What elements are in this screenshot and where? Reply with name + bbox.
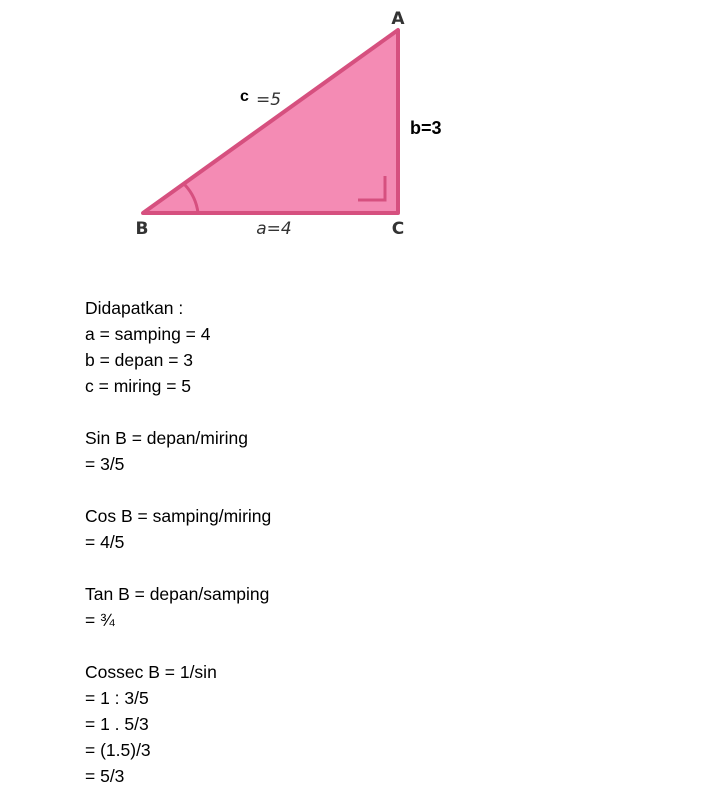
- solution-line: = (1.5)/3: [85, 740, 151, 760]
- vertex-b-label: B: [135, 219, 149, 239]
- side-c-value: =5: [256, 90, 282, 110]
- solution-line: Sin B = depan/miring: [85, 428, 248, 448]
- solution-line: Cos B = samping/miring: [85, 506, 272, 526]
- vertex-a-label: A: [391, 9, 405, 29]
- triangle-shape: [143, 30, 398, 213]
- solution-line: a = samping = 4: [85, 324, 211, 344]
- solution-line: = 3/5: [85, 454, 125, 474]
- solution-line: b = depan = 3: [85, 350, 194, 370]
- solution-text: [85, 295, 685, 789]
- side-a-label: a=4: [256, 219, 292, 239]
- solution-line: = 4/5: [85, 532, 125, 552]
- side-c-letter: c: [240, 88, 249, 105]
- solution-line: = 1 : 3/5: [85, 688, 149, 708]
- vertex-c-label: C: [391, 219, 405, 239]
- solution-line: = ¾: [85, 610, 115, 630]
- side-b-label: b=3: [410, 118, 442, 138]
- solution-line: Didapatkan :: [85, 298, 184, 318]
- blank-line: [85, 477, 685, 503]
- solution-line: = 5/3: [85, 766, 125, 786]
- blank-line: [85, 633, 685, 659]
- solution-line: Tan B = depan/samping: [85, 584, 270, 604]
- solution-line: c = miring = 5: [85, 376, 192, 396]
- blank-line: [85, 555, 685, 581]
- solution-line: Cossec B = 1/sin: [85, 662, 217, 682]
- blank-line: [85, 399, 685, 425]
- solution-line: = 1 . 5/3: [85, 714, 149, 734]
- right-triangle-figure: [0, 0, 719, 260]
